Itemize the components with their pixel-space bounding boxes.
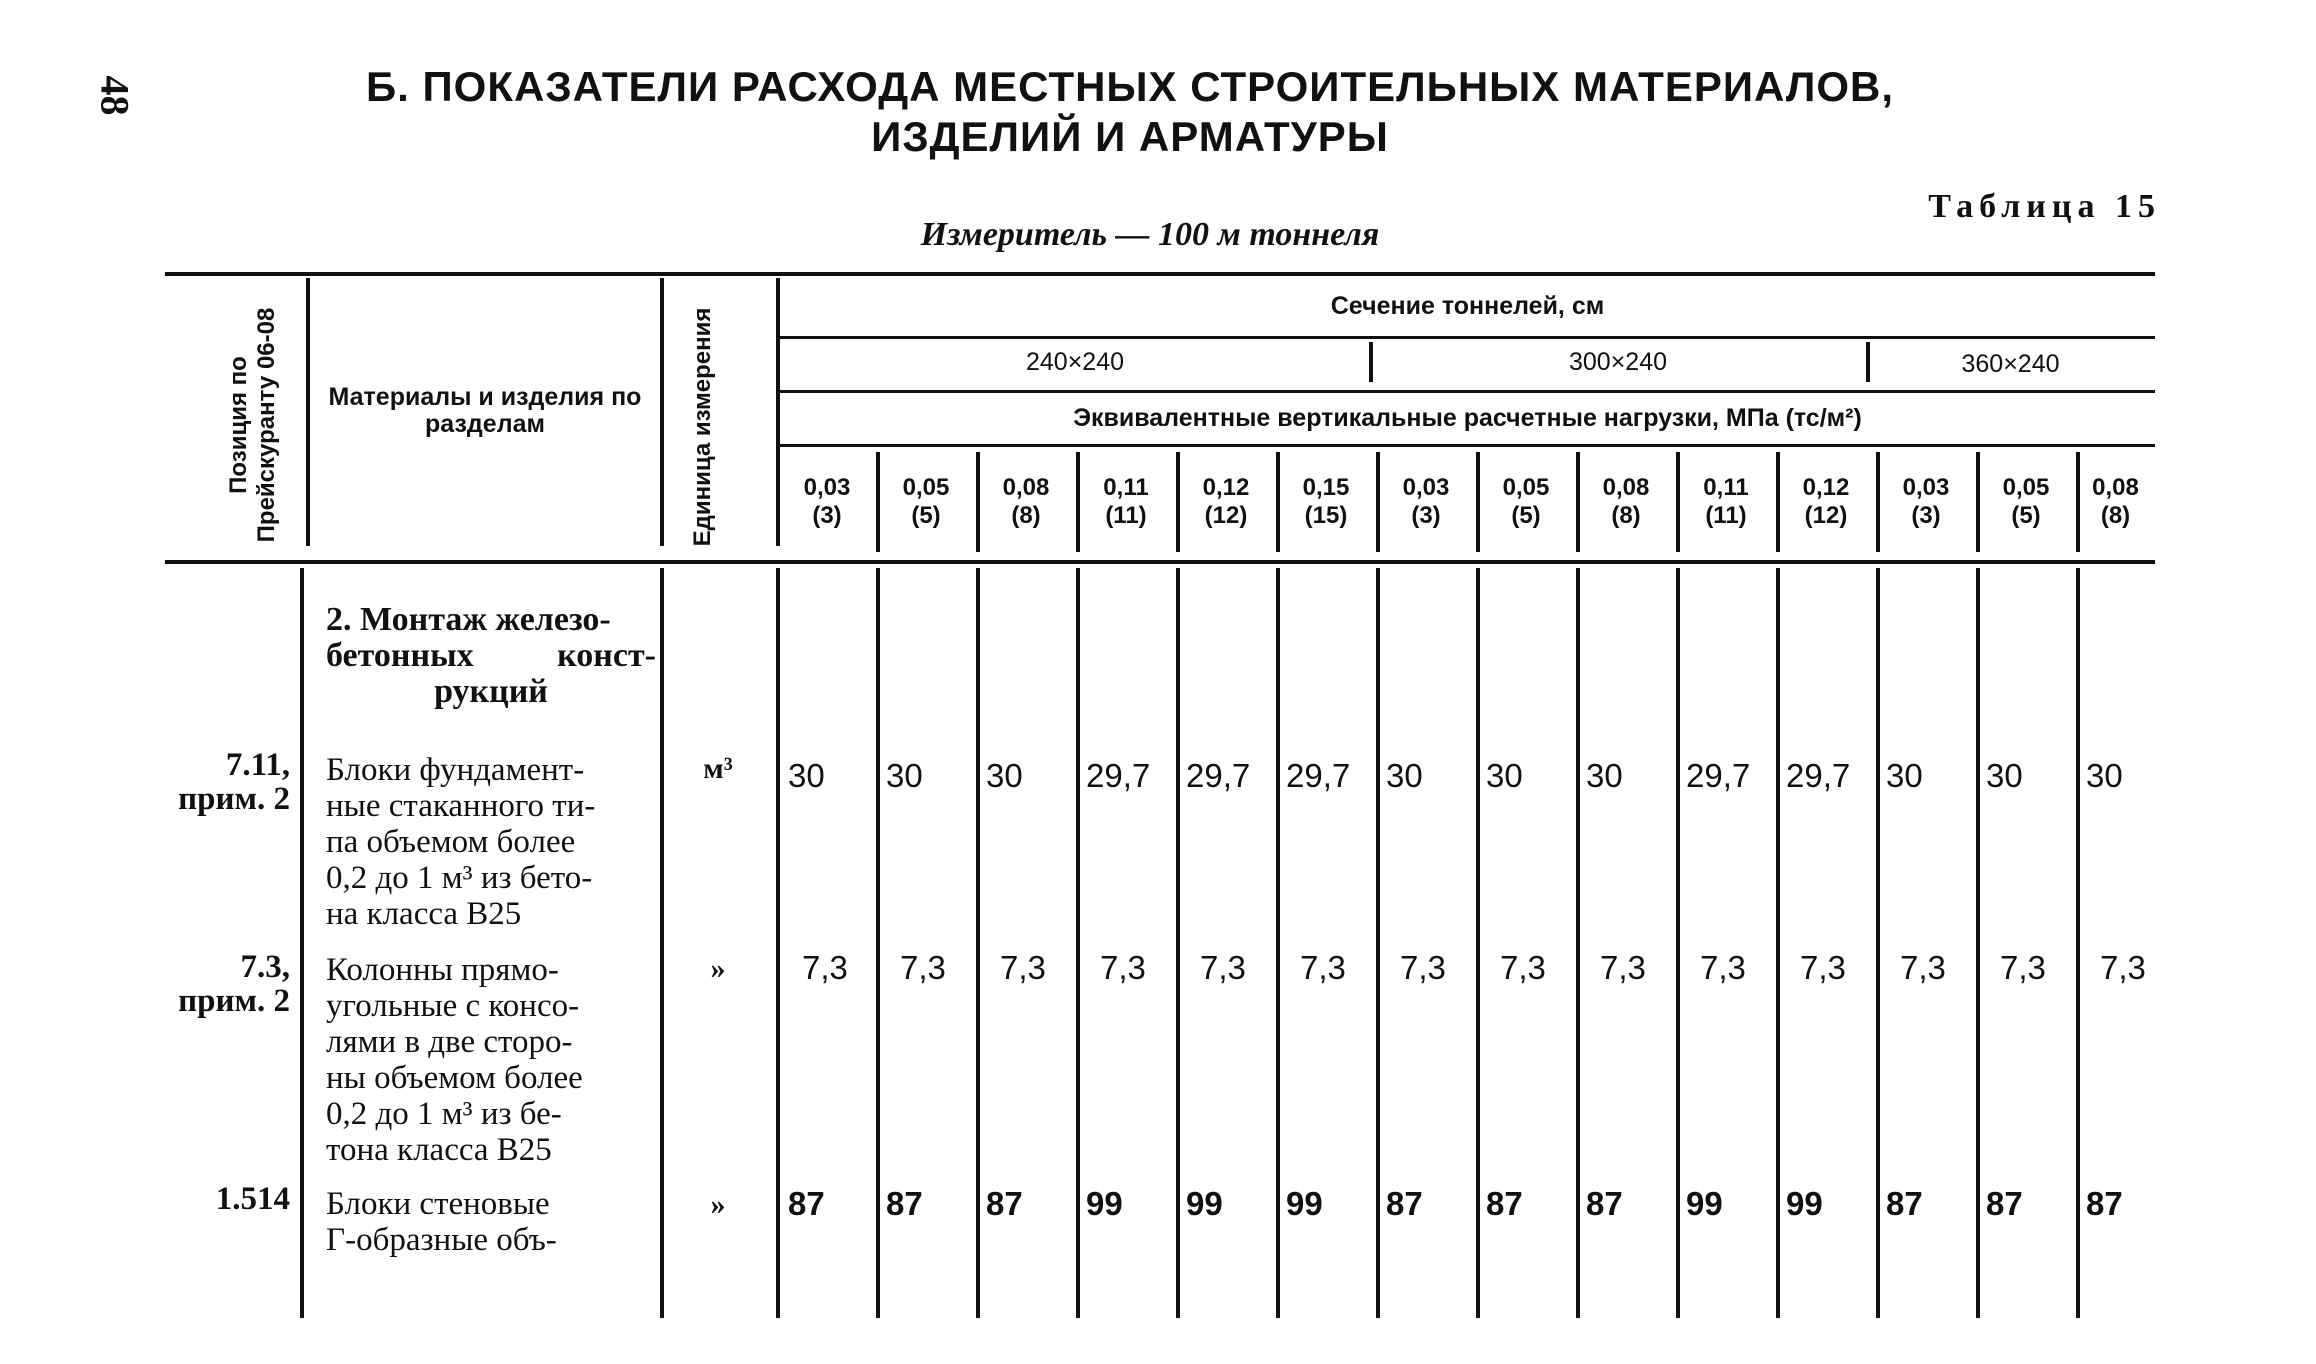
value-cell: 99 xyxy=(1086,1185,1123,1222)
row-2-material: Колонны прямо- угольные с консо- лями в две сторо- ны объемом более 0,2 до 1 м³ из бе- тона класса В25 xyxy=(326,952,583,1168)
value-cell: 7,3 xyxy=(1000,949,1046,986)
body-column-line xyxy=(1376,568,1380,1318)
load-header-cell: 0,08 (8) xyxy=(1002,474,1050,529)
load-header-cell: 0,03 (3) xyxy=(1902,474,1950,529)
value-cell: 87 xyxy=(1386,1185,1423,1222)
load-header-separator xyxy=(1176,452,1180,552)
value-cell: 30 xyxy=(986,757,1023,794)
load-header-cell: 0,05 (5) xyxy=(1502,474,1550,529)
page-number: 48 xyxy=(92,75,138,116)
title-line-1: Б. ПОКАЗАТЕЛИ РАСХОДА МЕСТНЫХ СТРОИТЕЛЬНЫХ МАТЕРИАЛОВ, xyxy=(365,63,1895,110)
header-section-300: 300×240 xyxy=(1568,348,1668,376)
value-cell: 7,3 xyxy=(2000,949,2046,986)
row-2-unit: » xyxy=(710,952,726,985)
load-header-cell: 0,03 (3) xyxy=(803,474,851,529)
header-section-240: 240×240 xyxy=(1025,348,1125,376)
header-position: Позиция по Прейскуранту 06-08 xyxy=(225,307,280,543)
page-title xyxy=(330,62,1930,162)
value-cell: 30 xyxy=(2086,757,2123,794)
load-header-separator xyxy=(1776,452,1780,552)
value-cell: 7,3 xyxy=(1800,949,1846,986)
value-cell: 7,3 xyxy=(802,949,848,986)
header-loads: Эквивалентные вертикальные расчетные нагрузки, МПа (тс/м²) xyxy=(1073,404,1862,432)
row-1-position: 7.11, прим. 2 xyxy=(178,747,290,817)
body-column-line xyxy=(1676,568,1680,1318)
body-column-line xyxy=(1076,568,1080,1318)
value-cell: 7,3 xyxy=(1100,949,1146,986)
value-cell: 7,3 xyxy=(1600,949,1646,986)
value-cell: 7,3 xyxy=(1700,949,1746,986)
value-cell: 7,3 xyxy=(2100,949,2146,986)
body-column-line xyxy=(1176,568,1180,1318)
value-cell: 30 xyxy=(1386,757,1423,794)
load-header-cell: 0,03 (3) xyxy=(1402,474,1450,529)
value-cell: 7,3 xyxy=(900,949,946,986)
value-cell: 29,7 xyxy=(1786,757,1851,794)
value-cell: 99 xyxy=(1186,1185,1223,1222)
value-cell: 99 xyxy=(1286,1185,1323,1222)
value-cell: 29,7 xyxy=(1286,757,1351,794)
measurer-caption: Измеритель — 100 м тоннеля xyxy=(920,216,1380,253)
load-header-separator xyxy=(876,452,880,552)
value-cell: 7,3 xyxy=(1200,949,1246,986)
body-column-line xyxy=(1476,568,1480,1318)
value-cell: 87 xyxy=(1486,1185,1523,1222)
value-cell: 30 xyxy=(1886,757,1923,794)
body-column-line xyxy=(1576,568,1580,1318)
row-3-position: 1.514 xyxy=(215,1181,290,1217)
section-rule xyxy=(780,336,2155,339)
group-title-line-1: 2. Монтаж железо- xyxy=(326,601,611,638)
table-top-rule xyxy=(165,272,2155,276)
load-header-separator xyxy=(1076,452,1080,552)
load-header-separator xyxy=(1476,452,1480,552)
group-title xyxy=(326,602,656,710)
value-cell: 30 xyxy=(788,757,825,794)
value-cell: 87 xyxy=(1986,1185,2023,1222)
body-column-line xyxy=(976,568,980,1318)
row-1-material: Блоки фундамент- ные стаканного ти- па объемом более 0,2 до 1 м³ из бето- на класса В25 xyxy=(326,752,596,932)
value-cell: 87 xyxy=(1886,1185,1923,1222)
body-column-line xyxy=(1776,568,1780,1318)
group-title-line-3: рукций xyxy=(434,673,548,710)
row-1-unit: м³ xyxy=(703,752,733,785)
value-cell: 7,3 xyxy=(1300,949,1346,986)
value-cell: 29,7 xyxy=(1686,757,1751,794)
header-materials: Материалы и изделия по разделам xyxy=(328,383,642,438)
body-column-line xyxy=(1976,568,1980,1318)
load-header-separator xyxy=(1576,452,1580,552)
loads-header-rule xyxy=(780,444,2155,447)
value-cell: 29,7 xyxy=(1186,757,1251,794)
header-bottom-rule xyxy=(165,560,2155,564)
value-cell: 99 xyxy=(1786,1185,1823,1222)
load-header-separator xyxy=(1376,452,1380,552)
load-header-cell: 0,12 (12) xyxy=(1802,474,1850,529)
load-header-separator xyxy=(1676,452,1680,552)
value-cell: 87 xyxy=(1586,1185,1623,1222)
load-header-separator xyxy=(2076,452,2080,552)
value-cell: 30 xyxy=(1986,757,2023,794)
value-cell: 87 xyxy=(788,1185,825,1222)
row-2-position: 7.3, прим. 2 xyxy=(178,949,290,1019)
value-cell: 7,3 xyxy=(1400,949,1446,986)
value-cell: 30 xyxy=(1586,757,1623,794)
load-header-separator xyxy=(976,452,980,552)
table-label: Таблица 15 xyxy=(1928,188,2161,225)
sections-bottom-rule xyxy=(780,390,2155,393)
body-column-line xyxy=(660,568,664,1318)
body-column-line xyxy=(1876,568,1880,1318)
header-vline-mat xyxy=(660,278,664,546)
value-cell: 30 xyxy=(1486,757,1523,794)
header-vline-pos xyxy=(306,278,310,546)
load-header-cell: 0,12 (12) xyxy=(1202,474,1250,529)
body-column-line xyxy=(776,568,780,1318)
body-column-line xyxy=(1276,568,1280,1318)
value-cell: 87 xyxy=(2086,1185,2123,1222)
row-3-unit: » xyxy=(710,1188,726,1221)
value-cell: 7,3 xyxy=(1900,949,1946,986)
body-column-line xyxy=(876,568,880,1318)
load-header-cell: 0,05 (5) xyxy=(2002,474,2050,529)
load-header-separator xyxy=(1876,452,1880,552)
value-cell: 7,3 xyxy=(1500,949,1546,986)
value-cell: 99 xyxy=(1686,1185,1723,1222)
load-header-cell: 0,05 (5) xyxy=(902,474,950,529)
header-unit: Единица измерения xyxy=(689,307,716,547)
value-cell: 87 xyxy=(886,1185,923,1222)
group-title-line-2: бетонных конст- xyxy=(326,637,656,674)
load-header-cell: 0,11 (11) xyxy=(1103,474,1149,529)
load-header-cell: 0,08 (8) xyxy=(2092,474,2139,529)
load-header-cell: 0,15 (15) xyxy=(1302,474,1350,529)
load-header-cell: 0,11 (11) xyxy=(1703,474,1749,529)
header-section: Сечение тоннелей, см xyxy=(1330,292,1605,320)
load-header-separator xyxy=(1976,452,1980,552)
load-header-cell: 0,08 (8) xyxy=(1602,474,1650,529)
value-cell: 29,7 xyxy=(1086,757,1151,794)
load-header-separator xyxy=(1276,452,1280,552)
body-column-line xyxy=(2076,568,2080,1318)
title-line-2: ИЗДЕЛИЙ И АРМАТУРЫ xyxy=(871,113,1389,160)
row-3-material: Блоки стеновые Г-образные объ- xyxy=(326,1186,557,1258)
header-section-360: 360×240 xyxy=(1961,350,2060,378)
value-cell: 30 xyxy=(886,757,923,794)
value-cell: 87 xyxy=(986,1185,1023,1222)
body-column-line xyxy=(300,568,304,1318)
